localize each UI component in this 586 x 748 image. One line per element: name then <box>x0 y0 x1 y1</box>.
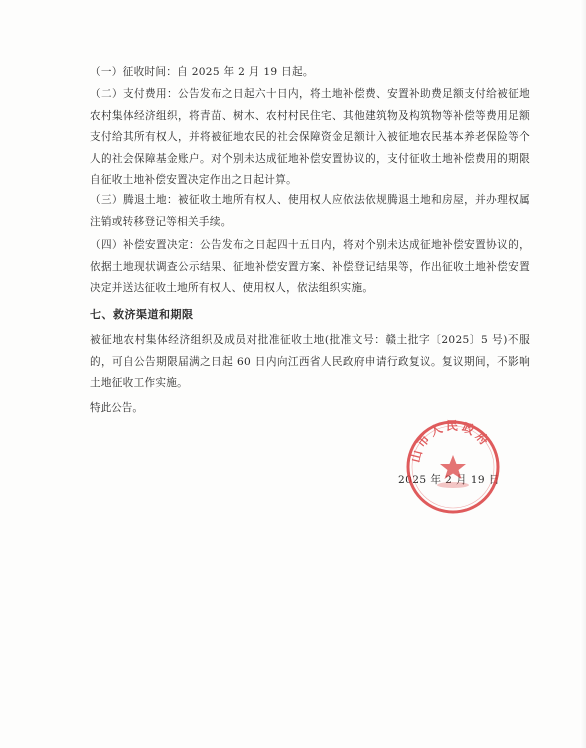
official-seal-stamp <box>405 419 501 515</box>
section-seven-heading: 七、救济渠道和期限 <box>90 308 194 321</box>
svg-text:山市人民政府: 山市人民政府 <box>408 419 494 464</box>
vacate-land-paragraph: （三）腾退土地：被征收土地所有权人、使用权人应依法依规腾退土地和房屋，并办理权属注销或转移登记等相关手续。 <box>90 194 530 228</box>
scan-edge <box>580 0 586 748</box>
closing-statement: 特此公告。 <box>90 402 143 414</box>
issue-date: 2025 年 2 月 19 日 <box>398 474 500 486</box>
seal-star-icon <box>440 455 466 479</box>
compensation-decision-paragraph: （四）补偿安置决定：公告发布之日起四十五日内，将对个别未达成征地补偿安置协议的，依据土地现状调查公示结果、征地补偿安置方案、补偿登记结果等，作出征收土地补偿安置决定并送达征收土地所有权人、使用权人，依法组织实施。 <box>90 239 530 294</box>
payment-paragraph: （二）支付费用：公告发布之日起六十日内，将土地补偿费、安置补助费足额支付给被征地农村集体经济组织，将青苗、树木、农村村民住宅、其他建筑物及构筑物等补偿等费用足额支付给其所有权人，并将被征地农民的社会保障资金足额计入被征地农民基本养老保险等个人的社会保障基金账户。对个别未达成征地补偿安置协议的，支付征收土地补偿费用的期限自征收土地补偿安置决定作出之日起计算。 <box>90 88 530 186</box>
collection-time-paragraph: （一）征收时间：自 2025 年 2 月 19 日起。 <box>90 66 314 78</box>
remedy-paragraph: 被征地农村集体经济组织及成员对批准征收土地(批准文号：赣土批字〔2025〕5 号)不服的，可自公告期限届满之日起 60 日内向江西省人民政府申请行政复议。复议期间，不影响土地征收工作实施。 <box>90 334 530 389</box>
